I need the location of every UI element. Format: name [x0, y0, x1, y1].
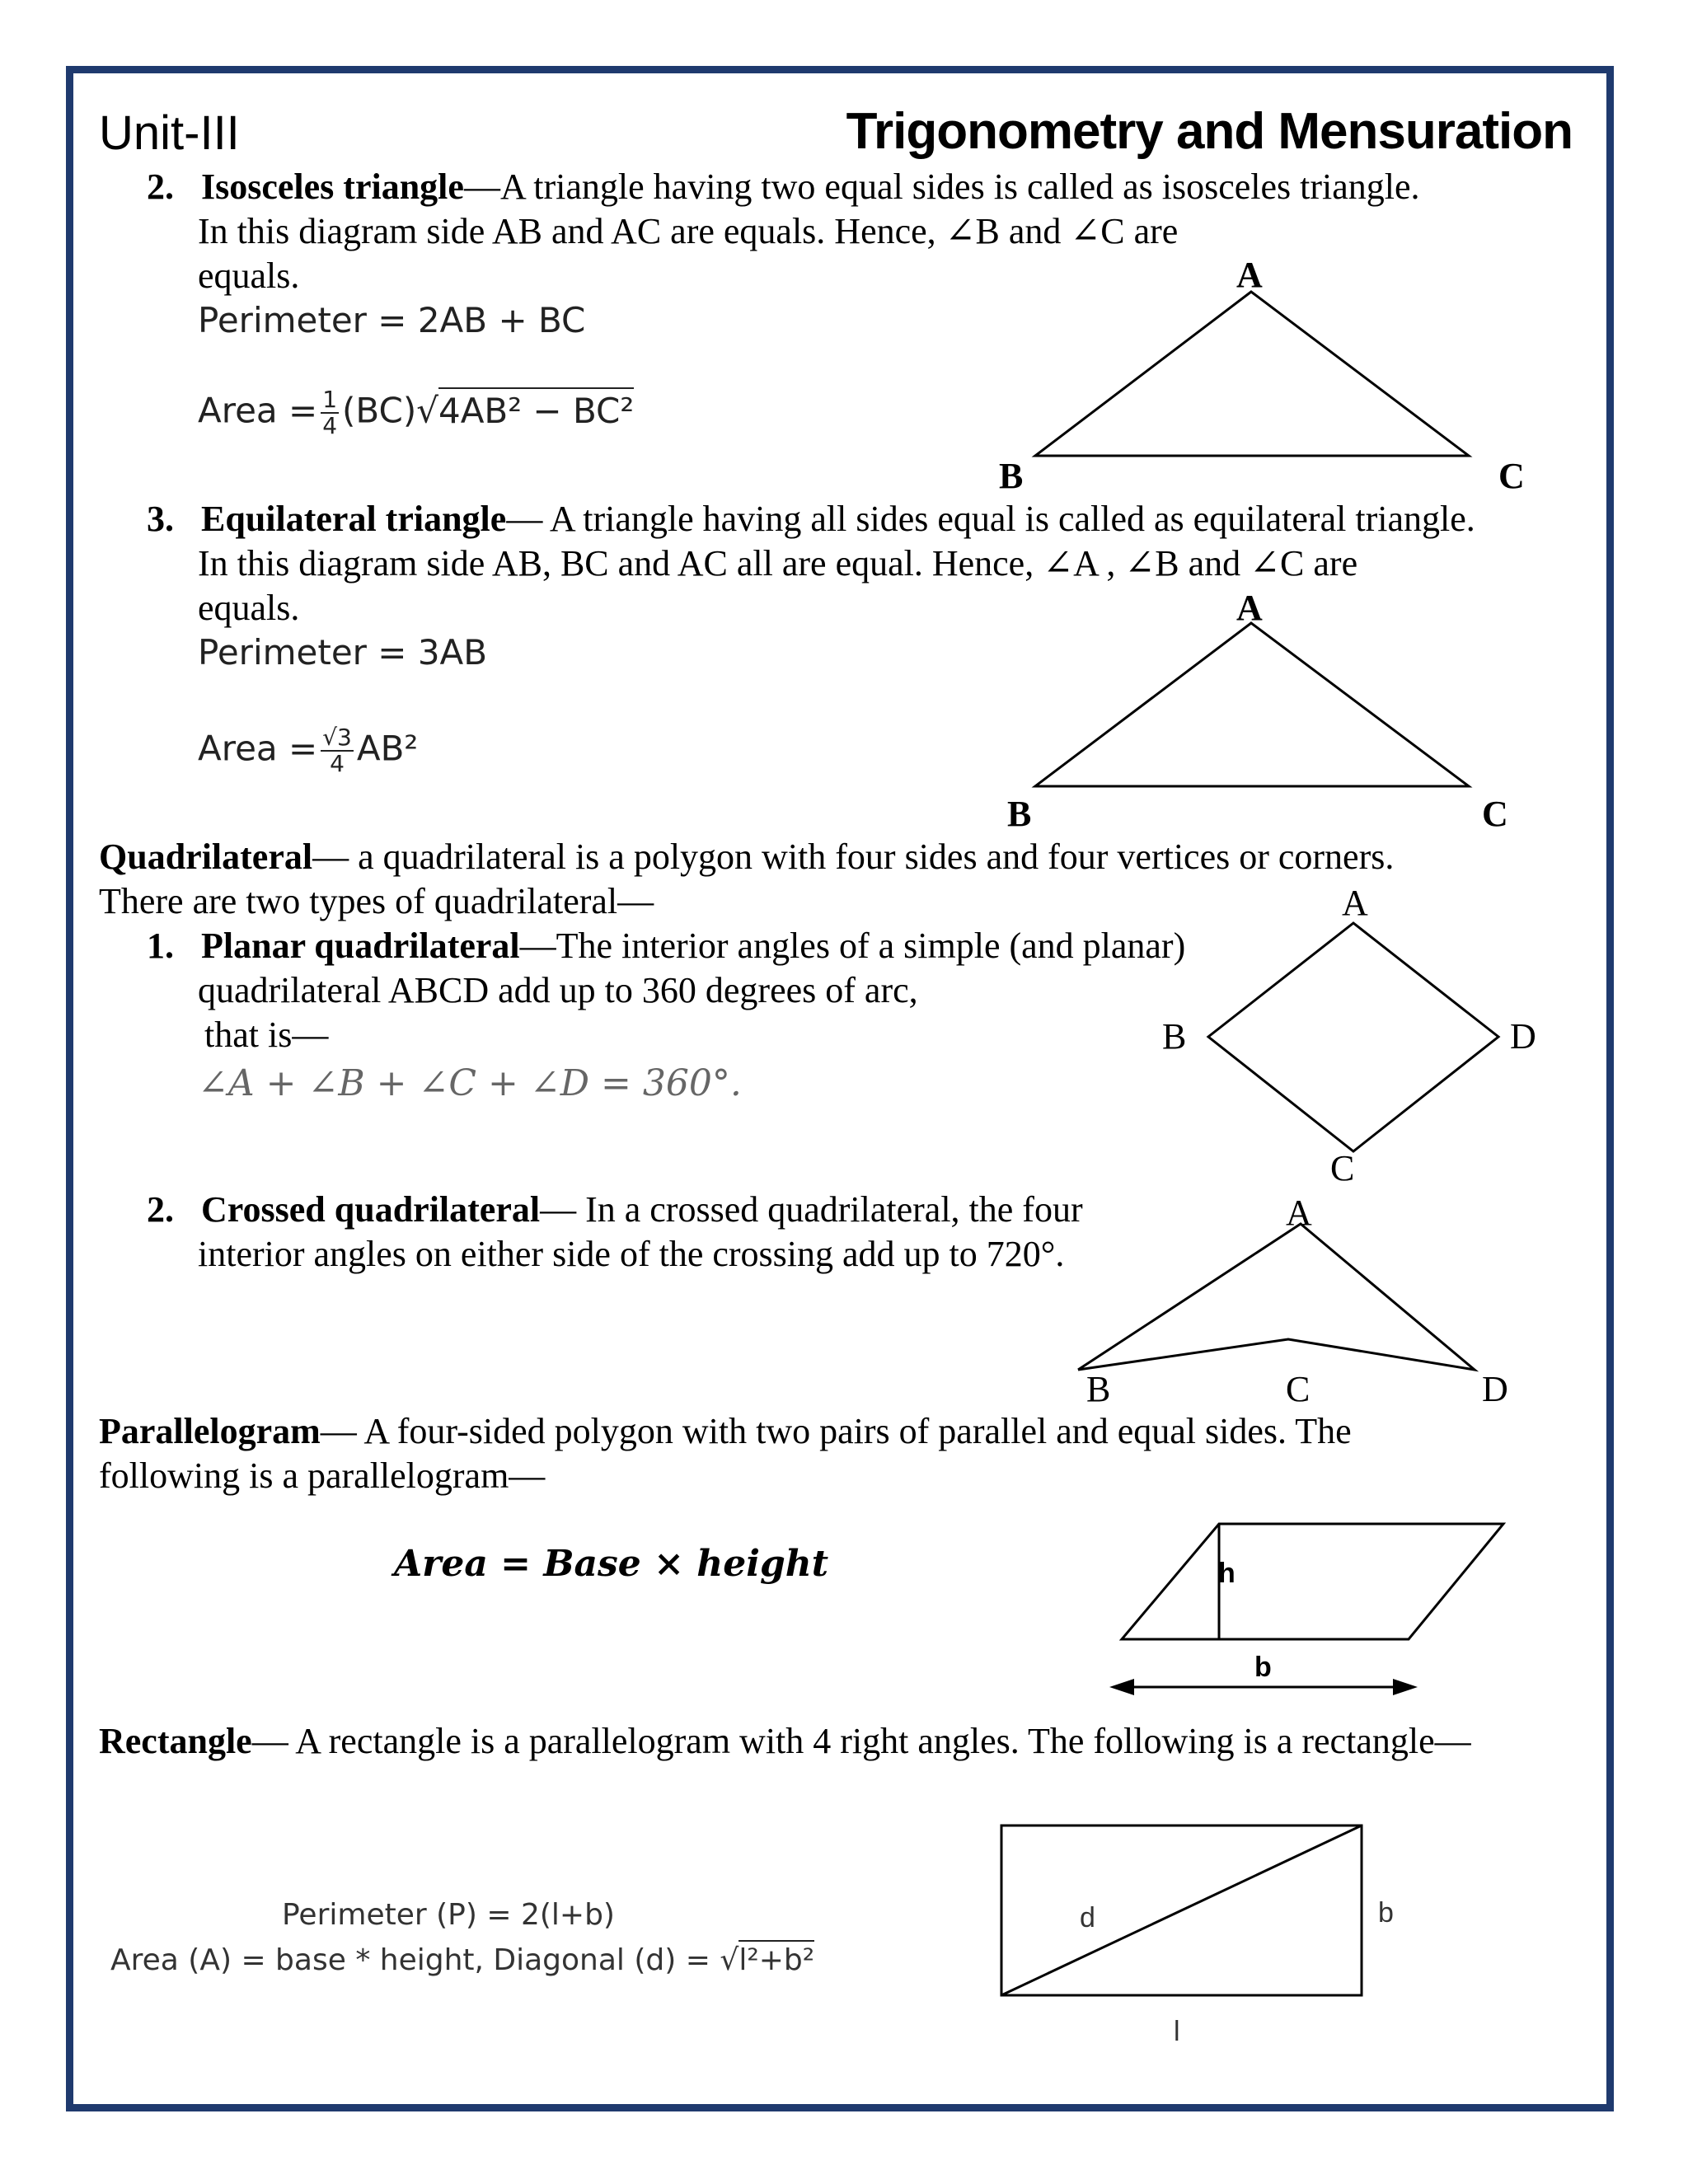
crossed-label-b: B: [1086, 1369, 1111, 1409]
isosceles-text-1: —A triangle having two equal sides is called as isosceles triangle.: [463, 166, 1420, 207]
crossed-number: 2.: [147, 1189, 174, 1230]
planar-text-2: quadrilateral ABCD add up to 360 degrees of arc,: [198, 970, 918, 1010]
crossed-quadrilateral: [1078, 1224, 1475, 1370]
rectangle-label-b: b: [1378, 1897, 1394, 1929]
equilateral-label-a: A: [1236, 588, 1263, 628]
crossed-text-1: — In a crossed quadrilateral, the four: [540, 1189, 1083, 1230]
equilateral-area-fraction: [321, 725, 354, 776]
crossed-label-c: C: [1286, 1369, 1311, 1409]
equilateral-area-formula: [198, 725, 418, 776]
equilateral-text-3: equals.: [198, 588, 300, 628]
equilateral-triangle: [1035, 623, 1469, 786]
isosceles-area-prefix: Area =: [198, 390, 318, 431]
planar-label-b: B: [1162, 1016, 1187, 1057]
quadrilateral-line-1: [99, 837, 1394, 878]
planar-label-a: A: [1342, 883, 1368, 923]
parallelogram-text-1: — A four-sided polygon with two pairs of parallel and equal sides. The: [320, 1411, 1352, 1451]
isosceles-line-1: [147, 166, 1420, 208]
equilateral-area-den: 4: [330, 750, 345, 777]
planar-line-1: [147, 926, 1185, 967]
isosceles-area-num: 1: [322, 386, 338, 413]
rectangle-perimeter: Perimeter (P) = 2(l+b): [282, 1898, 615, 1932]
quadrilateral-text-1: — a quadrilateral is a polygon with four sides and four vertices or corners.: [312, 837, 1395, 877]
equilateral-term: Equilateral triangle: [201, 499, 507, 539]
equilateral-text-1: — A triangle having all sides equal is called as equilateral triangle.: [506, 499, 1475, 539]
equilateral-area-num: √3: [322, 724, 352, 751]
rectangle-area-prefix: Area (A) = base * height, Diagonal (d) = √: [110, 1943, 739, 1977]
equilateral-perimeter: Perimeter = 3AB: [198, 632, 488, 673]
rectangle-area-formula: [110, 1943, 814, 1977]
isosceles-area-radicand: 4AB² − BC²: [438, 387, 634, 431]
equilateral-label-b: B: [1007, 794, 1032, 834]
planar-label-c: C: [1330, 1148, 1355, 1188]
rectangle-line-1: [99, 1721, 1471, 1762]
parallelogram-shape: [1122, 1524, 1503, 1639]
equilateral-line-1: [147, 499, 1475, 540]
planar-angle-formula: ∠A + ∠B + ∠C + ∠D = 360°.: [198, 1062, 742, 1104]
base-arrow-left-head: [1109, 1679, 1134, 1695]
rectangle-text-1: — A rectangle is a parallelogram with 4 right angles. The following is a rectangle—: [251, 1721, 1471, 1761]
isosceles-label-b: B: [999, 456, 1024, 496]
isosceles-area-den: 4: [322, 412, 338, 439]
parallelogram-label-h: h: [1218, 1558, 1236, 1589]
crossed-label-a: A: [1286, 1193, 1312, 1233]
parallelogram-area-formula: Area = Base × height: [394, 1543, 829, 1585]
isosceles-text-2: In this diagram side AB and AC are equals. Hence, ∠B and ∠C are: [198, 211, 1179, 251]
parallelogram-term: Parallelogram: [99, 1411, 321, 1451]
equilateral-area-prefix: Area =: [198, 728, 318, 769]
crossed-text-2: interior angles on either side of the crossing add up to 720°.: [198, 1234, 1065, 1274]
planar-quadrilateral: [1208, 923, 1498, 1151]
equilateral-area-suffix: AB²: [356, 728, 419, 769]
rectangle-label-d: d: [1080, 1902, 1095, 1933]
planar-label-d: D: [1510, 1016, 1536, 1057]
rectangle-label-l: l: [1174, 2016, 1180, 2047]
isosceles-label-a: A: [1236, 255, 1263, 295]
isosceles-area-mid: (BC)√: [342, 390, 438, 431]
equilateral-number: 3.: [147, 499, 174, 539]
isosceles-area-formula: [198, 387, 634, 438]
crossed-label-d: D: [1482, 1369, 1508, 1409]
rectangle-diagonal: [1001, 1825, 1362, 1995]
parallelogram-text-2: following is a parallelogram—: [99, 1455, 546, 1496]
planar-text-1: —The interior angles of a simple (and planar): [519, 926, 1186, 966]
isosceles-area-fraction: [321, 387, 339, 438]
parallelogram-label-b: b: [1254, 1652, 1272, 1683]
equilateral-text-2: In this diagram side AB, BC and AC all are equal. Hence, ∠A , ∠B and ∠C are: [198, 543, 1358, 583]
isosceles-text-3: equals.: [198, 255, 300, 296]
quadrilateral-text-2: There are two types of quadrilateral—: [99, 881, 654, 921]
planar-text-3: that is—: [204, 1015, 329, 1055]
equilateral-label-c: C: [1482, 794, 1508, 834]
crossed-line-1: [147, 1189, 1083, 1230]
unit-label: Unit-III: [99, 106, 240, 160]
quadrilateral-term: Quadrilateral: [99, 837, 313, 877]
planar-number: 1.: [147, 926, 174, 966]
base-arrow-right-head: [1393, 1679, 1418, 1695]
rectangle-term: Rectangle: [99, 1721, 252, 1761]
planar-term: Planar quadrilateral: [201, 926, 520, 966]
isosceles-triangle: [1035, 292, 1469, 456]
parallelogram-line-1: [99, 1411, 1352, 1452]
isosceles-term: Isosceles triangle: [201, 166, 464, 207]
isosceles-label-c: C: [1498, 456, 1525, 496]
isosceles-number: 2.: [147, 166, 174, 207]
page-title: Trigonometry and Mensuration: [846, 103, 1573, 160]
crossed-term: Crossed quadrilateral: [201, 1189, 541, 1230]
isosceles-perimeter: Perimeter = 2AB + BC: [198, 300, 586, 340]
rectangle-area-radicand: l²+b²: [738, 1940, 814, 1977]
